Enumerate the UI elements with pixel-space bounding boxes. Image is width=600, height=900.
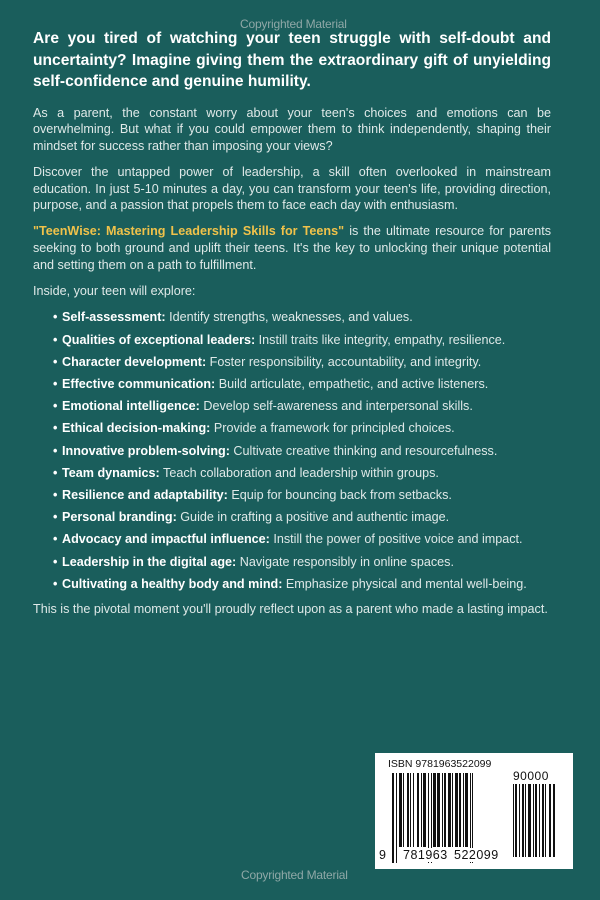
feature-term: Innovative problem-solving: — [62, 443, 230, 458]
back-cover-text — [33, 28, 551, 630]
barcode-digits-right: 522099 — [454, 848, 499, 862]
feature-desc: Equip for bouncing back from setbacks. — [227, 487, 452, 502]
list-item — [53, 509, 551, 525]
paragraph-book-pitch — [33, 223, 551, 273]
list-item — [53, 420, 551, 436]
book-pitch-text: is the ultimate resource for parents seeking to both ground and uplift their teens. It's the key to unlocking their unique potential and setting them on a path to fulfillment. — [33, 224, 551, 272]
feature-desc: Develop self-awareness and interpersonal skills. — [199, 399, 473, 414]
barcode-digit-first: 9 — [379, 848, 387, 862]
feature-desc: Build articulate, empathetic, and active listeners. — [215, 377, 489, 392]
copyright-watermark-top: Copyrighted Material — [240, 17, 347, 31]
list-item — [53, 332, 551, 348]
list-item — [53, 398, 551, 414]
feature-term: Self-assessment: — [62, 310, 166, 325]
isbn-barcode — [375, 753, 573, 869]
feature-desc: Cultivate creative thinking and resourcefulness. — [229, 443, 498, 458]
feature-term: Leadership in the digital age: — [62, 554, 237, 569]
feature-desc: Teach collaboration and leadership within groups. — [159, 465, 439, 480]
list-item — [53, 465, 551, 481]
book-title: "TeenWise: Mastering Leadership Skills for Teens" — [33, 224, 345, 239]
copyright-watermark-bottom: Copyrighted Material — [241, 868, 348, 882]
barcode-digits-left: 781963 — [403, 848, 448, 862]
list-item — [53, 376, 551, 392]
feature-desc: Navigate responsibly in online spaces. — [236, 554, 454, 569]
paragraph-parent-worry: As a parent, the constant worry about your teen's choices and emotions can be overwhelming. But what if you could empower them to think independently, shaping their mindset for success rather than imposing your views? — [33, 105, 551, 154]
price-code: 90000 — [513, 769, 549, 783]
feature-term: Team dynamics: — [62, 465, 160, 480]
feature-term: Qualities of exceptional leaders: — [62, 332, 256, 347]
feature-desc: Identify strengths, weaknesses, and values. — [165, 310, 413, 325]
isbn-label: ISBN 9781963522099 — [388, 758, 492, 770]
feature-desc: Instill traits like integrity, empathy, resilience. — [255, 332, 506, 347]
feature-term: Personal branding: — [62, 510, 177, 525]
feature-desc: Provide a framework for principled choices. — [210, 421, 455, 436]
feature-list — [33, 309, 551, 591]
list-item — [53, 309, 551, 325]
closing-statement: This is the pivotal moment you'll proudly reflect upon as a parent who made a lasting impact. — [33, 601, 548, 616]
feature-desc: Instill the power of positive voice and impact. — [269, 532, 523, 547]
list-intro: Inside, your teen will explore: — [33, 283, 196, 298]
feature-desc: Emphasize physical and mental well-being. — [282, 576, 527, 591]
feature-term: Cultivating a healthy body and mind: — [62, 576, 283, 591]
feature-term: Emotional intelligence: — [62, 399, 200, 414]
list-item — [53, 576, 551, 592]
feature-desc: Foster responsibility, accountability, and integrity. — [206, 354, 482, 369]
list-item — [53, 354, 551, 370]
headline: Are you tired of watching your teen struggle with self-doubt and uncertainty? Imagine giving them the extraordinary gift of unyielding self-confidence and genuine humility. — [33, 30, 551, 90]
feature-term: Character development: — [62, 354, 207, 369]
addon-barcode-bars-icon — [513, 784, 565, 857]
list-item — [53, 443, 551, 459]
paragraph-leadership: Discover the untapped power of leadership, a skill often overlooked in mainstream education. In just 5-10 minutes a day, you can transform your teen's life, providing direction, purpose, and a passion that propels them to face each day with enthusiasm. — [33, 164, 551, 213]
list-item — [53, 554, 551, 570]
feature-term: Resilience and adaptability: — [62, 487, 228, 502]
feature-term: Advocacy and impactful influence: — [62, 532, 270, 547]
feature-term: Effective communication: — [62, 377, 216, 392]
list-item — [53, 531, 551, 547]
feature-term: Ethical decision-making: — [62, 421, 211, 436]
list-item — [53, 487, 551, 503]
feature-desc: Guide in crafting a positive and authentic image. — [176, 510, 450, 525]
